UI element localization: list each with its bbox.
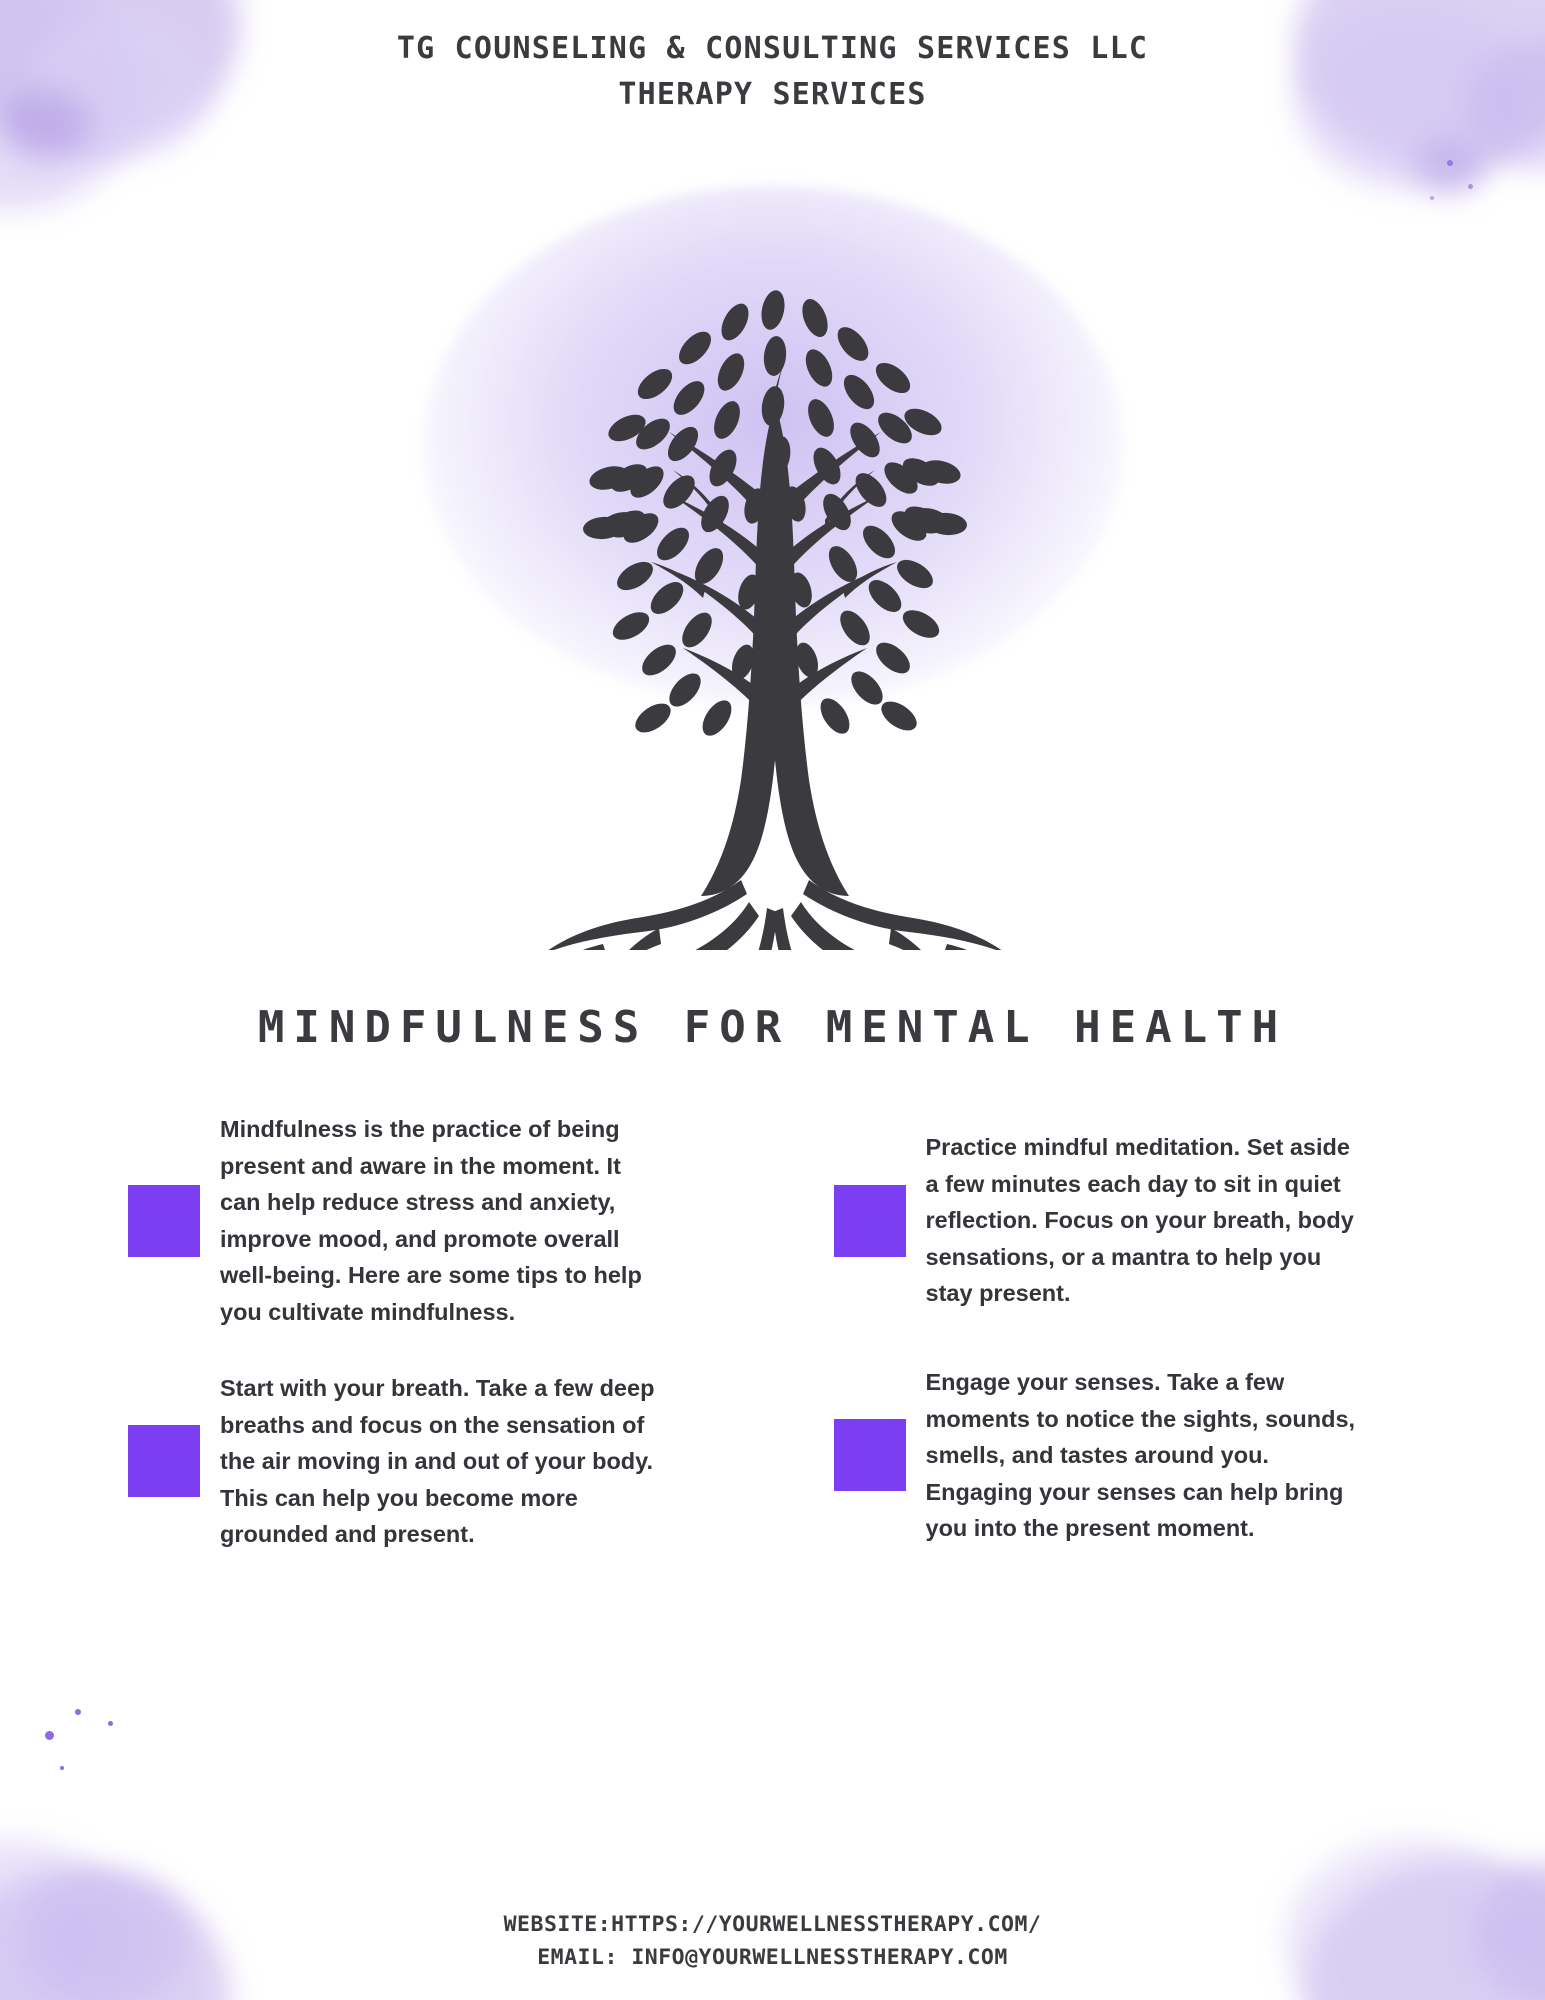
tip-item-intro: [128, 1111, 722, 1330]
footer-email[interactable]: EMAIL: INFO@YOURWELLNESSTHERAPY.COM: [537, 1945, 1008, 1970]
tip-item-meditation: [834, 1111, 1428, 1330]
paint-speck: [75, 1709, 81, 1715]
tip-text: Mindfulness is the practice of being present and aware in the moment. It can help reduce stress and anxiety, improve mood, and promote overall well-being. Here are some tips to help you cultivate mindfulness.: [220, 1116, 642, 1325]
tip-text: Practice mindful meditation. Set aside a few minutes each day to sit in quiet reflection. Focus on your breath, body sensations, or a mantra to help you stay present.: [925, 1134, 1354, 1307]
document-footer: [0, 1908, 1545, 1974]
tip-text: Start with your breath. Take a few deep breaths and focus on the sensation of the air moving in and out of your body. This can help you become more grounded and present.: [220, 1375, 655, 1547]
company-name: TG COUNSELING & CONSULTING SERVICES LLC: [396, 31, 1149, 66]
paint-speck: [108, 1721, 113, 1726]
paint-speck: [45, 1731, 54, 1740]
illustration-area: [0, 160, 1545, 980]
paint-speck: [60, 1766, 64, 1770]
accent-swatch: [834, 1185, 906, 1257]
tip-item-breath: [128, 1370, 722, 1553]
footer-website[interactable]: WEBSITE:HTTPS://YOURWELLNESSTHERAPY.COM/: [503, 1912, 1042, 1937]
accent-swatch: [834, 1419, 906, 1491]
tree-of-life-icon: [423, 160, 1123, 950]
tips-grid: [0, 1111, 1545, 1553]
accent-swatch: [128, 1425, 200, 1497]
tip-text: Engage your senses. Take a few moments to notice the sights, sounds, smells, and tastes around you. Engaging your senses can help bring you into the present moment.: [925, 1369, 1356, 1541]
company-subtitle: THERAPY SERVICES: [618, 77, 927, 112]
accent-swatch: [128, 1185, 200, 1257]
section-title: MINDFULNESS FOR MENTAL HEALTH: [257, 1002, 1288, 1053]
tip-item-senses: [834, 1358, 1428, 1553]
document-header: [0, 0, 1545, 118]
